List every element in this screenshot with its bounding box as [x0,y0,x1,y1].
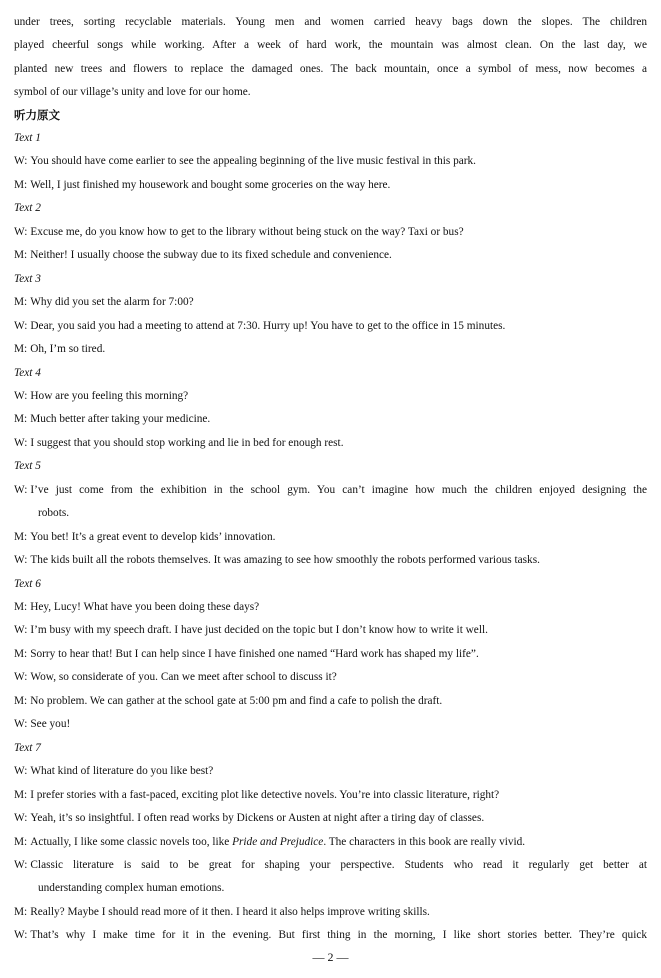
speaker-label: M: [14,836,28,848]
dialogue-text: Neither! I usually choose the subway due to its fixed schedule and convenience. [30,249,392,261]
speaker-label: M: [14,601,28,613]
speaker-label: M: [14,531,28,543]
dialogue-line [14,858,647,872]
dialogue-line [14,319,647,333]
section-title: 听力原文 [14,108,60,122]
dialogue-line [14,342,647,356]
dialogue-line [14,788,647,802]
dialogue-line [14,623,647,637]
dialogue-text: Sorry to hear that! But I can help since I have finished one named “Hard work has shaped my life”. [30,648,479,660]
dialogue-text: Hey, Lucy! What have you been doing these days? [30,601,260,613]
dialogue-line [14,600,647,614]
dialogue-line [14,483,647,497]
passage-line: planted new trees and flowers to replace the damaged ones. The back mountain, once a symbol of mess, now becomes a [14,63,647,75]
speaker-label: M: [14,296,28,308]
dialogue-line [14,928,647,942]
speaker-label: M: [14,789,28,801]
dialogue-line [14,178,647,192]
speaker-label: W: [14,671,28,683]
dialogue-text: Yeah, it’s so insightful. I often read works by Dickens or Austen at night after a tiring day of classes. [30,812,485,824]
speaker-label: W: [14,155,28,167]
dialogue-text: I prefer stories with a fast-paced, exciting plot like detective novels. You’re into classic literature, right? [30,789,500,801]
dialogue-continuation: understanding complex human emotions. [38,882,225,894]
dialogue-line [14,389,647,403]
speaker-label: M: [14,179,28,191]
text-label: Text 6 [14,578,41,590]
speaker-label: W: [14,812,28,824]
text-label: Text 2 [14,202,41,214]
dialogue-line [14,225,647,239]
dialogue-text: Classic literature is said to be great for shaping your perspective. Students who read it regularly get better at [30,859,647,871]
passage-line: symbol of our village’s unity and love for our home. [14,86,251,98]
text-label: Text 1 [14,132,41,144]
dialogue-text: That’s why I make time for it in the evening. But first thing in the morning, I like short stories better. They’re quick [30,929,647,941]
dialogue-text: . The characters in this book are really vivid. [323,836,526,848]
dialogue-line [14,154,647,168]
dialogue-text: See you! [30,718,71,730]
dialogue-line [14,295,647,309]
speaker-label: W: [14,226,28,238]
speaker-label: W: [14,437,28,449]
dialogue-line [14,436,647,450]
dialogue-text: I’m busy with my speech draft. I have just decided on the topic but I don’t know how to write it well. [30,624,488,636]
dialogue-text: You should have come earlier to see the appealing beginning of the live music festival in this park. [30,155,476,167]
page-number: — 2 — [312,950,349,964]
speaker-label: W: [14,929,28,941]
dialogue-line [14,905,647,919]
passage-line: under trees, sorting recyclable materials. Young men and women carried heavy bags down the slopes. The children [14,16,647,28]
dialogue-line [14,670,647,684]
text-label: Text 5 [14,460,41,472]
speaker-label: M: [14,249,28,261]
dialogue-text: No problem. We can gather at the school gate at 5:00 pm and find a cafe to polish the draft. [30,695,443,707]
speaker-label: W: [14,320,28,332]
dialogue-text: Really? Maybe I should read more of it then. I heard it also helps improve writing skills. [30,906,430,918]
dialogue-line [14,835,647,849]
dialogue-text: Well, I just finished my housework and bought some groceries on the way here. [30,179,391,191]
dialogue-text: Why did you set the alarm for 7:00? [30,296,194,308]
speaker-label: M: [14,906,28,918]
speaker-label: M: [14,343,28,355]
speaker-label: W: [14,554,28,566]
dialogue-text: What kind of literature do you like best? [30,765,214,777]
speaker-label: W: [14,484,28,496]
dialogue-text: Much better after taking your medicine. [30,413,211,425]
speaker-label: M: [14,695,28,707]
dialogue-line [14,248,647,262]
speaker-label: W: [14,859,28,871]
dialogue-text: Oh, I’m so tired. [30,343,106,355]
dialogue-line [14,811,647,825]
dialogue-line [14,694,647,708]
speaker-label: W: [14,624,28,636]
speaker-label: W: [14,390,28,402]
dialogue-text: I suggest that you should stop working and lie in bed for enough rest. [30,437,344,449]
dialogue-text: You bet! It’s a great event to develop kids’ innovation. [30,531,276,543]
text-label: Text 3 [14,273,41,285]
dialogue-continuation: robots. [38,507,70,519]
passage-line: played cheerful songs while working. After a week of hard work, the mountain was almost clean. On the last day, we [14,39,647,51]
text-label: Text 7 [14,742,41,754]
speaker-label: W: [14,765,28,777]
dialogue-text: How are you feeling this morning? [30,390,189,402]
dialogue-text: Dear, you said you had a meeting to attend at 7:30. Hurry up! You have to get to the office in 15 minutes. [30,320,506,332]
dialogue-line [14,717,647,731]
book-title: Pride and Prejudice [232,836,324,848]
dialogue-line [14,530,647,544]
speaker-label: W: [14,718,28,730]
dialogue-text: Wow, so considerate of you. Can we meet after school to discuss it? [30,671,337,683]
dialogue-text: The kids built all the robots themselves. It was amazing to see how smoothly the robots performed various tasks. [30,554,540,566]
dialogue-text: Excuse me, do you know how to get to the library without being stuck on the way? Taxi or bus? [30,226,464,238]
speaker-label: M: [14,648,28,660]
dialogue-line [14,553,647,567]
dialogue-line [14,647,647,661]
dialogue-line [14,764,647,778]
dialogue-line [14,412,647,426]
speaker-label: M: [14,413,28,425]
dialogue-text: Actually, I like some classic novels too, like [30,836,233,848]
text-label: Text 4 [14,367,41,379]
dialogue-text: I’ve just come from the exhibition in the school gym. You can’t imagine how much the children enjoyed designing the [30,484,647,496]
